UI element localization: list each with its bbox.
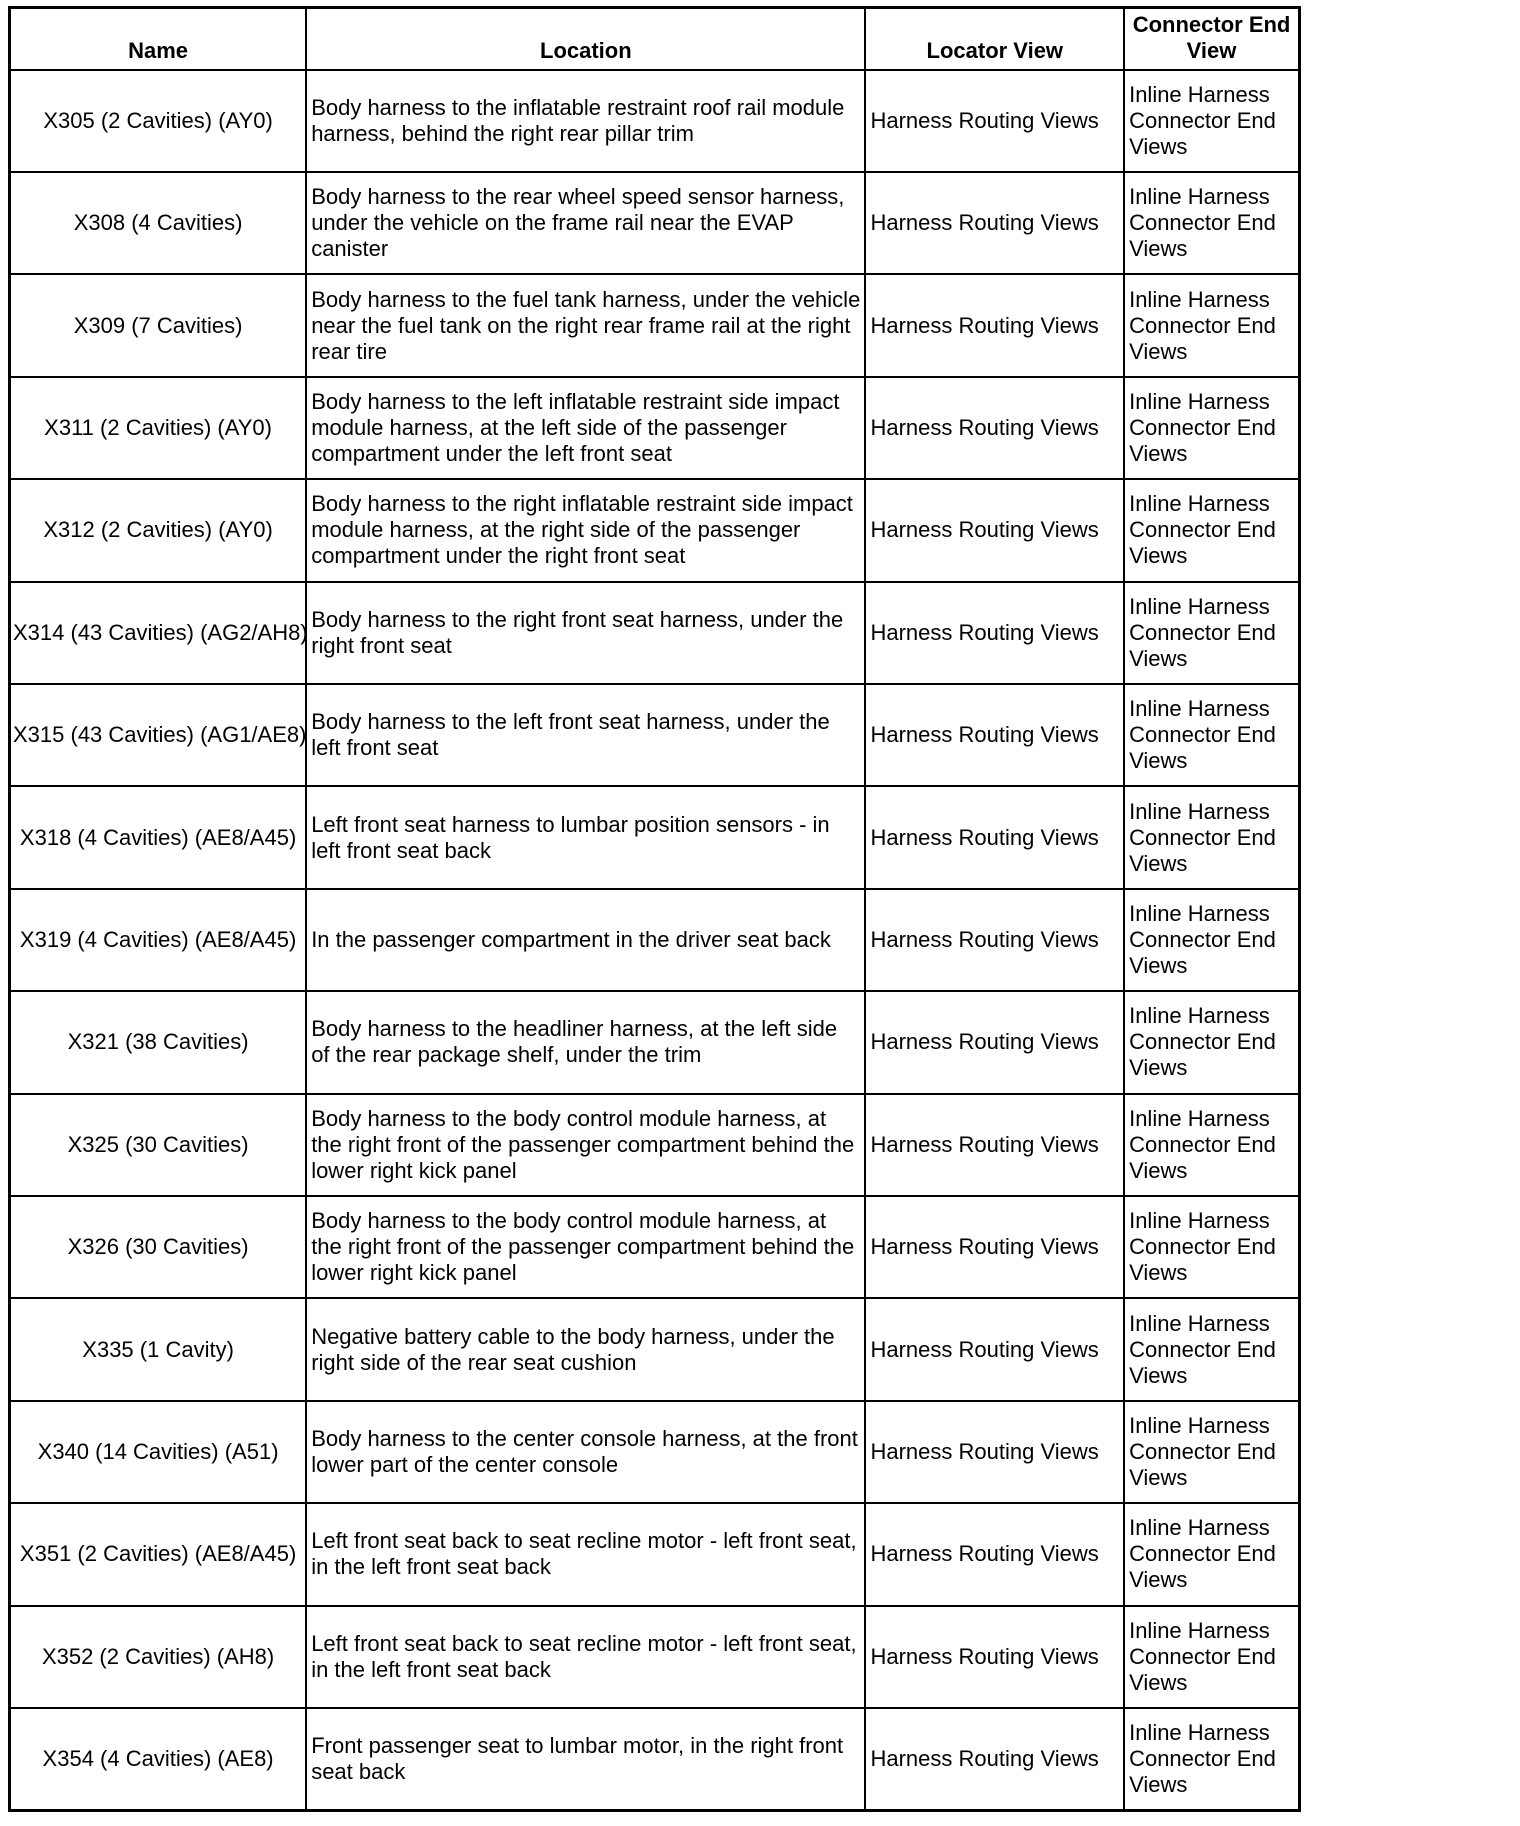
table-row [10, 1196, 1300, 1298]
connector-name: X325 (30 Cavities) [10, 1094, 307, 1196]
connector-end-view-link[interactable]: Inline Harness Connector End Views [1124, 684, 1299, 786]
connector-name: X351 (2 Cavities) (AE8/A45) [10, 1503, 307, 1605]
locator-view-link[interactable]: Harness Routing Views [865, 786, 1124, 888]
connector-end-view-link[interactable]: Inline Harness Connector End Views [1124, 1606, 1299, 1708]
connector-location: Front passenger seat to lumbar motor, in the right front seat back [306, 1708, 865, 1811]
connector-location: In the passenger compartment in the driver seat back [306, 889, 865, 991]
connector-location: Body harness to the center console harness, at the front lower part of the center console [306, 1401, 865, 1503]
connector-location: Body harness to the left front seat harness, under the left front seat [306, 684, 865, 786]
column-header-name: Name [10, 8, 307, 70]
connector-location: Left front seat harness to lumbar position sensors - in left front seat back [306, 786, 865, 888]
connector-name: X335 (1 Cavity) [10, 1298, 307, 1400]
connector-location: Body harness to the rear wheel speed sensor harness, under the vehicle on the frame rail near the EVAP canister [306, 172, 865, 274]
locator-view-link[interactable]: Harness Routing Views [865, 1401, 1124, 1503]
connector-end-view-link[interactable]: Inline Harness Connector End Views [1124, 1503, 1299, 1605]
connector-name: X352 (2 Cavities) (AH8) [10, 1606, 307, 1708]
connector-table [8, 6, 1301, 1812]
locator-view-link[interactable]: Harness Routing Views [865, 274, 1124, 376]
connector-name: X314 (43 Cavities) (AG2/AH8) [10, 582, 307, 684]
connector-name: X312 (2 Cavities) (AY0) [10, 479, 307, 581]
table-row [10, 786, 1300, 888]
locator-view-link[interactable]: Harness Routing Views [865, 991, 1124, 1093]
connector-end-view-link[interactable]: Inline Harness Connector End Views [1124, 1708, 1299, 1811]
connector-location: Body harness to the right inflatable restraint side impact module harness, at the right side of the passenger compartment under the right front seat [306, 479, 865, 581]
column-header-location: Location [306, 8, 865, 70]
table-row [10, 991, 1300, 1093]
connector-name: X308 (4 Cavities) [10, 172, 307, 274]
connector-name: X321 (38 Cavities) [10, 991, 307, 1093]
column-header-locator-view: Locator View [865, 8, 1124, 70]
connector-location: Body harness to the fuel tank harness, under the vehicle near the fuel tank on the right rear frame rail at the right rear tire [306, 274, 865, 376]
connector-name: X340 (14 Cavities) (A51) [10, 1401, 307, 1503]
locator-view-link[interactable]: Harness Routing Views [865, 582, 1124, 684]
connector-name: X326 (30 Cavities) [10, 1196, 307, 1298]
table-row [10, 274, 1300, 376]
connector-end-view-link[interactable]: Inline Harness Connector End Views [1124, 1401, 1299, 1503]
connector-end-view-link[interactable]: Inline Harness Connector End Views [1124, 274, 1299, 376]
locator-view-link[interactable]: Harness Routing Views [865, 889, 1124, 991]
connector-name: X305 (2 Cavities) (AY0) [10, 70, 307, 172]
connector-name: X315 (43 Cavities) (AG1/AE8) [10, 684, 307, 786]
table-row [10, 377, 1300, 479]
locator-view-link[interactable]: Harness Routing Views [865, 70, 1124, 172]
table-row [10, 1094, 1300, 1196]
connector-location: Left front seat back to seat recline motor - left front seat, in the left front seat back [306, 1606, 865, 1708]
connector-location: Negative battery cable to the body harness, under the right side of the rear seat cushion [306, 1298, 865, 1400]
connector-location: Body harness to the body control module harness, at the right front of the passenger compartment behind the lower right kick panel [306, 1196, 865, 1298]
column-header-connector-end-view: Connector End View [1124, 8, 1299, 70]
locator-view-link[interactable]: Harness Routing Views [865, 1298, 1124, 1400]
locator-view-link[interactable]: Harness Routing Views [865, 172, 1124, 274]
table-body [10, 70, 1300, 1811]
locator-view-link[interactable]: Harness Routing Views [865, 1196, 1124, 1298]
connector-name: X318 (4 Cavities) (AE8/A45) [10, 786, 307, 888]
connector-end-view-link[interactable]: Inline Harness Connector End Views [1124, 1196, 1299, 1298]
connector-end-view-link[interactable]: Inline Harness Connector End Views [1124, 889, 1299, 991]
connector-end-view-link[interactable]: Inline Harness Connector End Views [1124, 1094, 1299, 1196]
connector-end-view-link[interactable]: Inline Harness Connector End Views [1124, 582, 1299, 684]
locator-view-link[interactable]: Harness Routing Views [865, 1606, 1124, 1708]
connector-name: X354 (4 Cavities) (AE8) [10, 1708, 307, 1811]
locator-view-link[interactable]: Harness Routing Views [865, 1503, 1124, 1605]
header-row [10, 8, 1300, 70]
table-row [10, 479, 1300, 581]
table-row [10, 1401, 1300, 1503]
connector-name: X311 (2 Cavities) (AY0) [10, 377, 307, 479]
connector-end-view-link[interactable]: Inline Harness Connector End Views [1124, 70, 1299, 172]
table-row [10, 582, 1300, 684]
locator-view-link[interactable]: Harness Routing Views [865, 1708, 1124, 1811]
connector-end-view-link[interactable]: Inline Harness Connector End Views [1124, 786, 1299, 888]
connector-location: Body harness to the left inflatable restraint side impact module harness, at the left side of the passenger compartment under the left front seat [306, 377, 865, 479]
locator-view-link[interactable]: Harness Routing Views [865, 684, 1124, 786]
connector-end-view-link[interactable]: Inline Harness Connector End Views [1124, 991, 1299, 1093]
connector-location: Body harness to the headliner harness, at the left side of the rear package shelf, under the trim [306, 991, 865, 1093]
locator-view-link[interactable]: Harness Routing Views [865, 377, 1124, 479]
connector-end-view-link[interactable]: Inline Harness Connector End Views [1124, 377, 1299, 479]
table-row [10, 889, 1300, 991]
connector-name: X319 (4 Cavities) (AE8/A45) [10, 889, 307, 991]
table-row [10, 172, 1300, 274]
table-row [10, 1708, 1300, 1811]
table-row [10, 1606, 1300, 1708]
connector-end-view-link[interactable]: Inline Harness Connector End Views [1124, 479, 1299, 581]
table-row [10, 684, 1300, 786]
locator-view-link[interactable]: Harness Routing Views [865, 479, 1124, 581]
connector-location: Body harness to the inflatable restraint roof rail module harness, behind the right rear pillar trim [306, 70, 865, 172]
connector-location: Body harness to the body control module harness, at the right front of the passenger compartment behind the lower right kick panel [306, 1094, 865, 1196]
table-row [10, 1503, 1300, 1605]
connector-end-view-link[interactable]: Inline Harness Connector End Views [1124, 1298, 1299, 1400]
connector-name: X309 (7 Cavities) [10, 274, 307, 376]
connector-location: Body harness to the right front seat harness, under the right front seat [306, 582, 865, 684]
table-row [10, 70, 1300, 172]
connector-end-view-link[interactable]: Inline Harness Connector End Views [1124, 172, 1299, 274]
connector-location: Left front seat back to seat recline motor - left front seat, in the left front seat back [306, 1503, 865, 1605]
locator-view-link[interactable]: Harness Routing Views [865, 1094, 1124, 1196]
table-row [10, 1298, 1300, 1400]
